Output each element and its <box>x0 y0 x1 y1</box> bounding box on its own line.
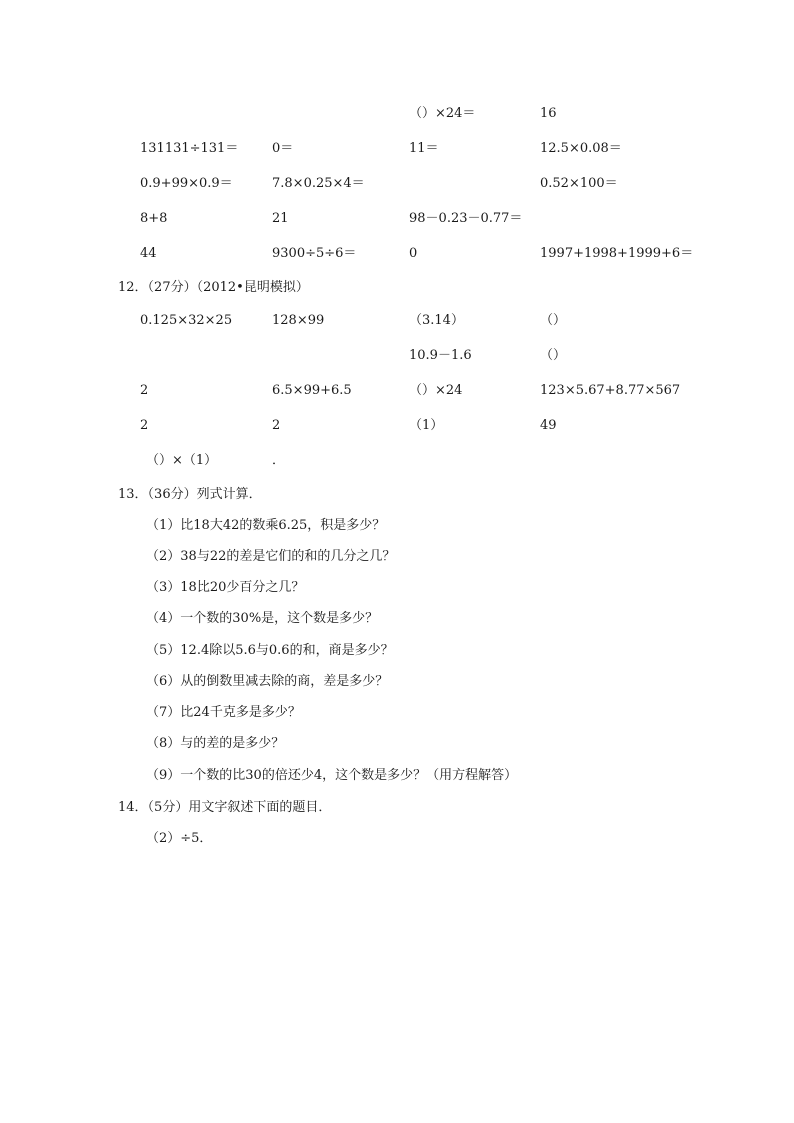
calc-cell: ． <box>272 453 286 468</box>
list-item: （2）38与22的差是它们的和的几分之几？ <box>146 549 396 564</box>
calc-cell: 123×5.67+8.77×567 <box>540 383 681 398</box>
calc-cell: （） <box>540 313 567 328</box>
list-item: （9）一个数的比30的倍还少4，这个数是多少？（用方程解答） <box>146 768 518 783</box>
calc-cell: （3.14） <box>409 313 464 328</box>
calc-cell: 21 <box>272 211 289 226</box>
calc-cell: 131131÷131＝ <box>140 141 239 156</box>
calc-cell: 0.52×100＝ <box>540 176 618 191</box>
calc-cell: （）×（1） <box>146 453 218 468</box>
calc-cell: 0.125×32×25 <box>140 313 233 328</box>
calc-cell: （）×24 <box>409 383 463 398</box>
calc-cell: 6.5×99+6.5 <box>272 383 352 398</box>
calc-cell: （） <box>540 348 567 363</box>
calc-cell: 11＝ <box>409 141 439 156</box>
list-item: （1）比18大42的数乘6.25，积是多少？ <box>146 518 386 533</box>
list-item: （6）从的倒数里减去除的商，差是多少？ <box>146 674 389 689</box>
calc-cell: 8+8 <box>140 211 168 226</box>
list-item: （4）一个数的30%是，这个数是多少？ <box>146 611 379 626</box>
list-item: （8）与的差的是多少？ <box>146 736 285 751</box>
calc-cell: 44 <box>140 246 157 261</box>
list-item: （2）÷5． <box>146 831 213 846</box>
calc-cell: 7.8×0.25×4＝ <box>272 176 365 191</box>
question-13-header: 13．（36分）列式计算． <box>118 487 262 502</box>
list-item: （7）比24千克多是多少？ <box>146 705 301 720</box>
calc-cell: 2 <box>140 418 149 433</box>
calc-cell: 0.9+99×0.9＝ <box>140 176 233 191</box>
calc-cell: 10.9－1.6 <box>409 348 472 363</box>
question-12-header: 12．（27分）（2012•昆明模拟） <box>118 280 309 295</box>
calc-cell: 128×99 <box>272 313 325 328</box>
calc-cell: 2 <box>272 418 281 433</box>
question-14-header: 14．（5分）用文字叙述下面的题目． <box>118 800 332 815</box>
calc-cell: 1997+1998+1999+6＝ <box>540 246 694 261</box>
calc-cell: 0＝ <box>272 141 294 156</box>
calc-cell: 16 <box>540 106 557 121</box>
calc-cell: 49 <box>540 418 557 433</box>
calc-cell: 2 <box>140 383 149 398</box>
calc-cell: 12.5×0.08＝ <box>540 141 622 156</box>
calc-cell: （）×24＝ <box>409 106 476 121</box>
calc-cell: （1） <box>409 418 444 433</box>
list-item: （3）18比20少百分之几？ <box>146 580 305 595</box>
calc-cell: 0 <box>409 246 418 261</box>
list-item: （5）12.4除以5.6与0.6的和，商是多少？ <box>146 643 394 658</box>
calc-cell: 9300÷5÷6＝ <box>272 246 357 261</box>
calc-cell: 98－0.23－0.77＝ <box>409 211 523 226</box>
